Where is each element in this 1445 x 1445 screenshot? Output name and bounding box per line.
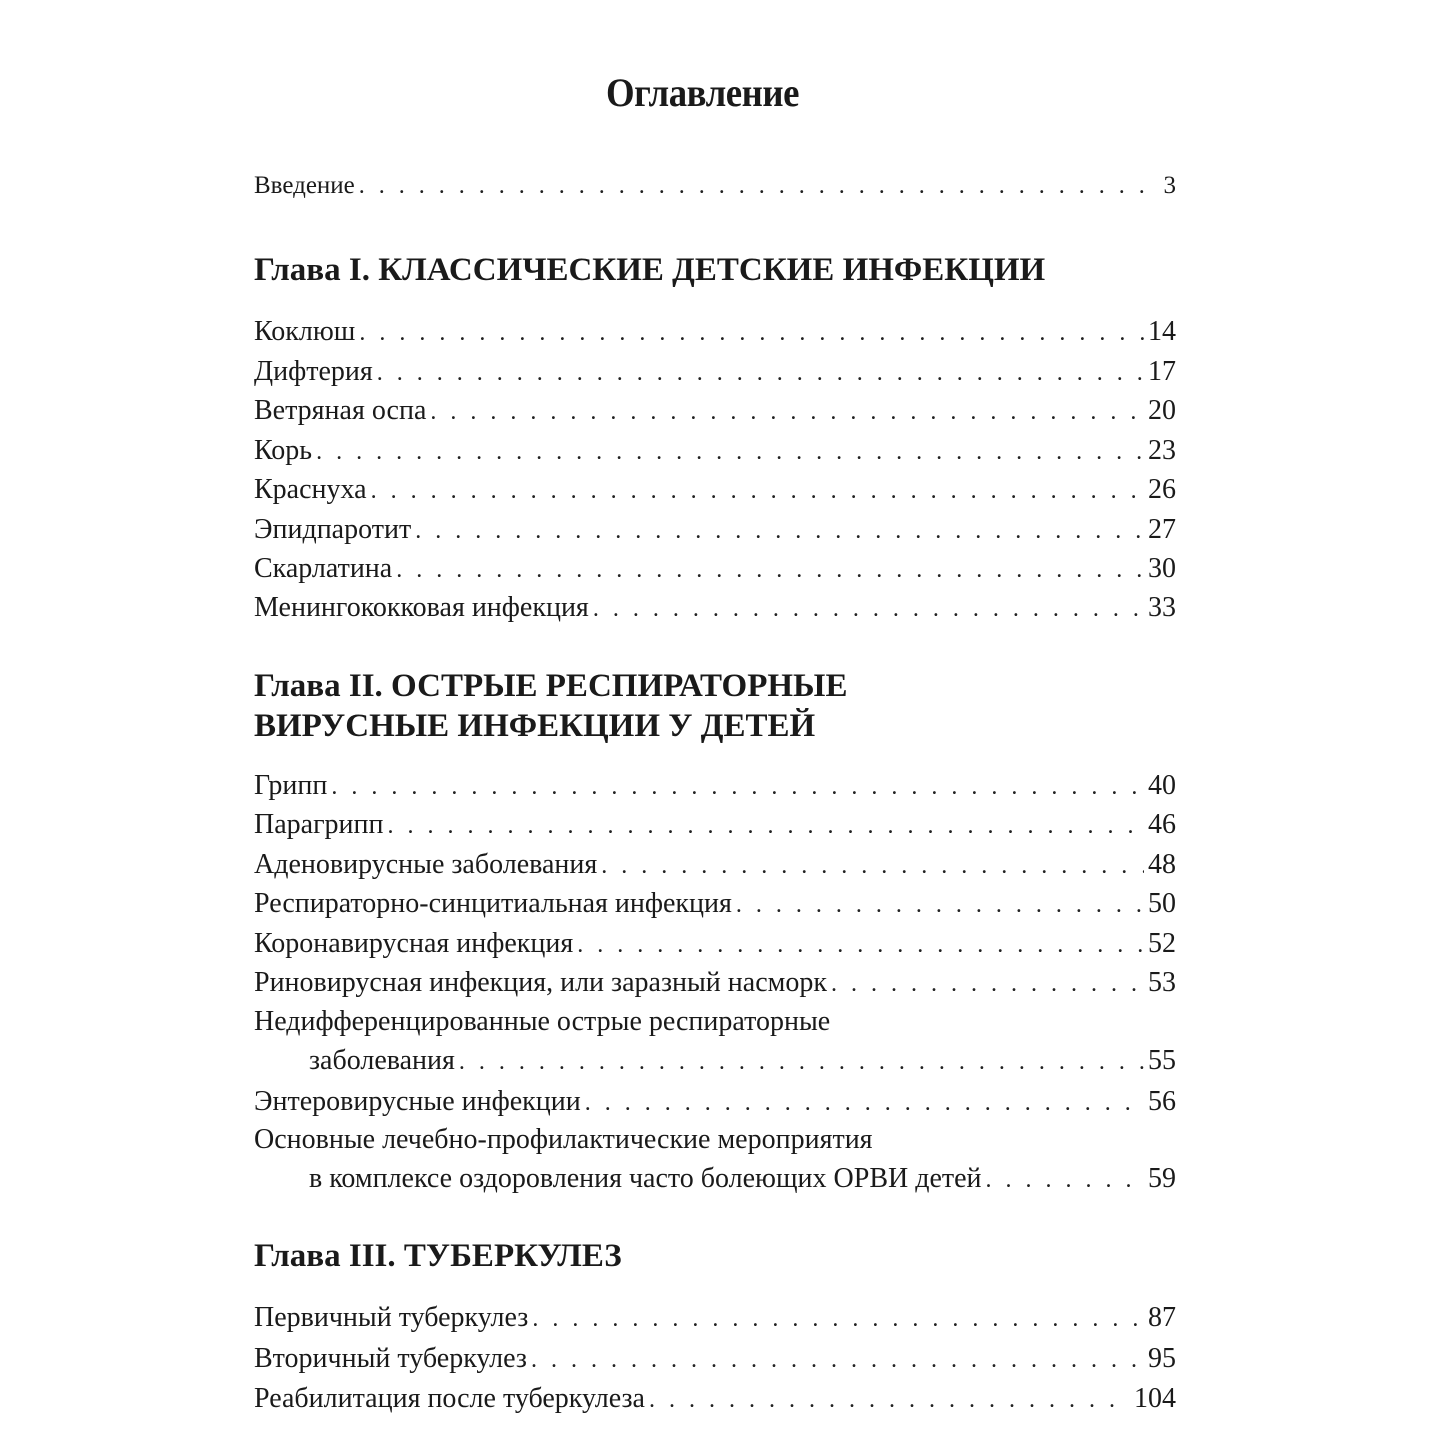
chapter-heading-3: Глава III. ТУБЕРКУЛЕЗ [254, 1238, 622, 1274]
entry-page-number: 87 [1148, 1302, 1176, 1333]
entry-page-number: 59 [1148, 1163, 1176, 1194]
entry-page-number: 52 [1148, 928, 1176, 959]
entry-label: Краснуха [254, 474, 367, 505]
dot-leader [430, 396, 1144, 428]
dot-leader [331, 771, 1144, 803]
chapter-heading-1: Глава I. КЛАССИЧЕСКИЕ ДЕТСКИЕ ИНФЕКЦИИ [254, 252, 1046, 288]
entry-page-number: 46 [1148, 809, 1176, 840]
entry-label: Вторичный туберкулез [254, 1343, 527, 1374]
toc-entry[interactable] [254, 1086, 1176, 1119]
page-title: Оглавление [605, 69, 800, 115]
entry-label: заболевания [309, 1045, 455, 1076]
entry-label: Реабилитация после туберкулеза [254, 1383, 645, 1414]
dot-leader [831, 968, 1144, 1000]
toc-entry[interactable] [254, 1343, 1176, 1376]
entry-label: Коклюш [254, 316, 356, 347]
entry-label: Респираторно-синцитиальная инфекция [254, 888, 732, 919]
dot-leader [736, 889, 1144, 921]
dot-leader [585, 1087, 1144, 1119]
entry-page-number: 27 [1148, 514, 1176, 545]
toc-entry[interactable] [254, 435, 1176, 468]
chapter-heading-2-line2: ВИРУСНЫЕ ИНФЕКЦИИ У ДЕТЕЙ [254, 708, 816, 744]
toc-entry[interactable] [254, 888, 1176, 921]
toc-entry[interactable] [254, 395, 1176, 428]
dot-leader [577, 929, 1144, 961]
toc-entry[interactable] [254, 1383, 1176, 1416]
dot-leader [531, 1344, 1144, 1376]
toc-entry[interactable] [254, 1163, 1176, 1196]
chapter-heading-2-line1: Глава II. ОСТРЫЕ РЕСПИРАТОРНЫЕ [254, 668, 848, 704]
entry-label: Аденовирусные заболевания [254, 849, 598, 880]
entry-page-number: 50 [1148, 888, 1176, 919]
entry-page-number: 95 [1148, 1343, 1176, 1374]
entry-label: Введение [254, 172, 355, 199]
entry-page-number: 53 [1148, 967, 1176, 998]
entry-label: Первичный туберкулез [254, 1302, 529, 1333]
entry-page-number: 17 [1148, 356, 1176, 387]
dot-leader [359, 170, 1152, 202]
entry-page-number: 40 [1148, 770, 1176, 801]
toc-entry[interactable] [254, 809, 1176, 842]
dot-leader [649, 1384, 1130, 1416]
entry-label: Корь [254, 435, 313, 466]
toc-entry[interactable] [254, 1302, 1176, 1335]
toc-entry-introduction[interactable] [254, 170, 1176, 202]
entry-label: Скарлатина [254, 553, 393, 584]
entry-label: Менингококковая инфекция [254, 592, 589, 623]
dot-leader [415, 515, 1144, 547]
entry-page-number: 33 [1148, 592, 1176, 623]
entry-page-number: 55 [1148, 1045, 1176, 1076]
toc-entry[interactable] [254, 356, 1176, 389]
entry-label: Парагрипп [254, 809, 384, 840]
dot-leader [601, 850, 1144, 882]
entry-label: Эпидпаротит [254, 514, 412, 545]
entry-label: Энтеровирусные инфекции [254, 1086, 581, 1117]
entry-label: Дифтерия [254, 356, 373, 387]
dot-leader [359, 317, 1144, 349]
entry-label: Грипп [254, 770, 328, 801]
toc-entry[interactable] [254, 928, 1176, 961]
toc-entry[interactable] [254, 474, 1176, 507]
dot-leader [377, 357, 1144, 389]
entry-label: Ветряная оспа [254, 395, 427, 426]
entry-page-number: 26 [1148, 474, 1176, 505]
entry-page-number: 14 [1148, 316, 1176, 347]
entry-page-number: 104 [1134, 1383, 1176, 1414]
entry-label: в комплексе оздоровления часто болеющих ОРВИ детей [309, 1163, 982, 1194]
dot-leader [532, 1303, 1144, 1335]
entry-label: Коронавирусная инфекция [254, 928, 574, 959]
entry-page-number: 56 [1148, 1086, 1176, 1117]
dot-leader [459, 1046, 1144, 1078]
toc-entry[interactable] [254, 514, 1176, 547]
entry-label: Риновирусная инфекция, или заразный насморк [254, 967, 827, 998]
dot-leader [986, 1164, 1144, 1196]
entry-page-number: 48 [1148, 849, 1176, 880]
entry-page-number: 30 [1148, 553, 1176, 584]
dot-leader [371, 475, 1144, 507]
entry-page-number: 23 [1148, 435, 1176, 466]
dot-leader [388, 810, 1144, 842]
toc-entry[interactable] [254, 592, 1176, 625]
dot-leader [316, 436, 1144, 468]
entry-label-line1: Основные лечебно-профилактические мероприятия [254, 1124, 873, 1155]
entry-label-line1: Недифференцированные острые респираторные [254, 1006, 831, 1037]
toc-entry[interactable] [254, 316, 1176, 349]
toc-entry[interactable] [254, 1045, 1176, 1078]
dot-leader [593, 593, 1144, 625]
dot-leader [396, 554, 1144, 586]
toc-entry[interactable] [254, 849, 1176, 882]
toc-entry[interactable] [254, 967, 1176, 1000]
entry-page-number: 3 [1163, 172, 1176, 199]
toc-entry[interactable] [254, 770, 1176, 803]
toc-entry[interactable] [254, 553, 1176, 586]
entry-page-number: 20 [1148, 395, 1176, 426]
